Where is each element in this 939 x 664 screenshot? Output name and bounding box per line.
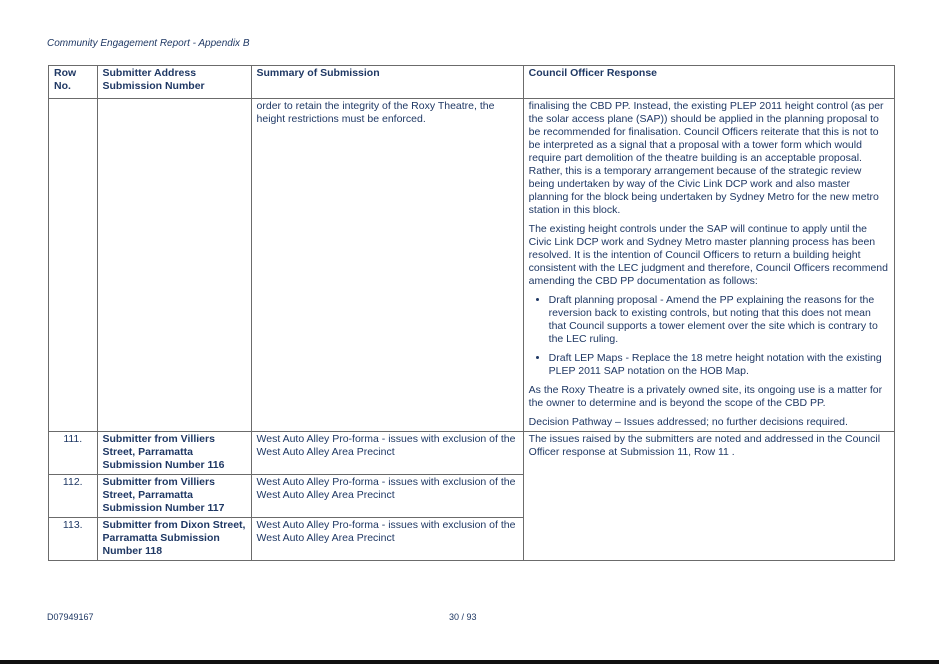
submitter-address: Submitter from Villiers Street, Parramatta Submission Number 116	[97, 432, 251, 475]
submitter-cell	[97, 99, 251, 432]
table-row	[49, 432, 895, 475]
column-header-row-no: Row No.	[49, 66, 98, 99]
page-header-title: Community Engagement Report - Appendix B	[47, 38, 250, 49]
summary-text: West Auto Alley Pro-forma - issues with exclusion of the West Auto Alley Area Precinct	[251, 518, 523, 561]
response-cell	[523, 99, 894, 432]
page-number: 30 / 93	[449, 612, 477, 622]
decision-pathway: Decision Pathway – Issues addressed; no further decisions required.	[528, 416, 848, 428]
table-row-continued	[49, 99, 895, 432]
row-no-cell	[49, 99, 98, 432]
summary-cell: order to retain the integrity of the Roxy Theatre, the height restrictions must be enforced.	[251, 99, 523, 432]
document-id: D07949167	[47, 612, 94, 622]
row-no: 111.	[49, 432, 98, 475]
response-bullet: • Draft LEP Maps - Replace the 18 metre height notation with the existing PLEP 2011 SAP notation on the HOB Map.	[549, 352, 889, 378]
submissions-table	[48, 65, 895, 561]
response-paragraph: As the Roxy Theatre is a privately owned site, its ongoing use is a matter for the owner to determine and is beyond the scope of the CBD PP.	[528, 384, 883, 409]
response-paragraph: The existing height controls under the SAP will continue to apply until the Civic Link DCP work and Sydney Metro master planning process has been resolved. It is the intention of Council Officers to return a building height consistent with the LEC judgment and therefore, Council Officers recommend amending the CBD PP documentation as follows:	[528, 223, 888, 287]
column-header-summary: Summary of Submission	[251, 66, 523, 99]
bottom-edge-bar	[0, 660, 939, 664]
response-paragraph: finalising the CBD PP. Instead, the existing PLEP 2011 height control (as per the solar access plane (SAP)) should be applied in the planning proposal to be recommended for finalisation. Council Officers reiterate that this is not to be interpreted as a signal that a proposal with a tower form which would require part demolition of the theatre building is an acceptable proposal. Rather, this is a temporary arrangement because of the strategic review being undertaken by way of the Civic Link DCP work and also master planning for the block being undertaken by Sydney Metro for the new metro station in this block.	[528, 100, 884, 216]
submitter-address: Submitter from Dixon Street, Parramatta Submission Number 118	[97, 518, 251, 561]
column-header-response: Council Officer Response	[523, 66, 894, 99]
table-header-row	[49, 66, 895, 99]
response-bullet-list	[529, 294, 889, 378]
shared-response: The issues raised by the submitters are noted and addressed in the Council Officer response at Submission 11, Row 11 .	[523, 432, 894, 561]
row-no: 113.	[49, 518, 98, 561]
row-no: 112.	[49, 475, 98, 518]
submitter-address: Submitter from Villiers Street, Parramatta Submission Number 117	[97, 475, 251, 518]
column-header-submitter: Submitter Address Submission Number	[97, 66, 251, 99]
response-bullet: • Draft planning proposal - Amend the PP explaining the reasons for the reversion back to existing controls, but noting that this does not mean that Council supports a tower element over the site which is contrary to the LEC ruling.	[549, 294, 889, 346]
summary-text: West Auto Alley Pro-forma - issues with exclusion of the West Auto Alley Area Precinct	[251, 475, 523, 518]
summary-text: West Auto Alley Pro-forma - issues with exclusion of the West Auto Alley Area Precinct	[251, 432, 523, 475]
